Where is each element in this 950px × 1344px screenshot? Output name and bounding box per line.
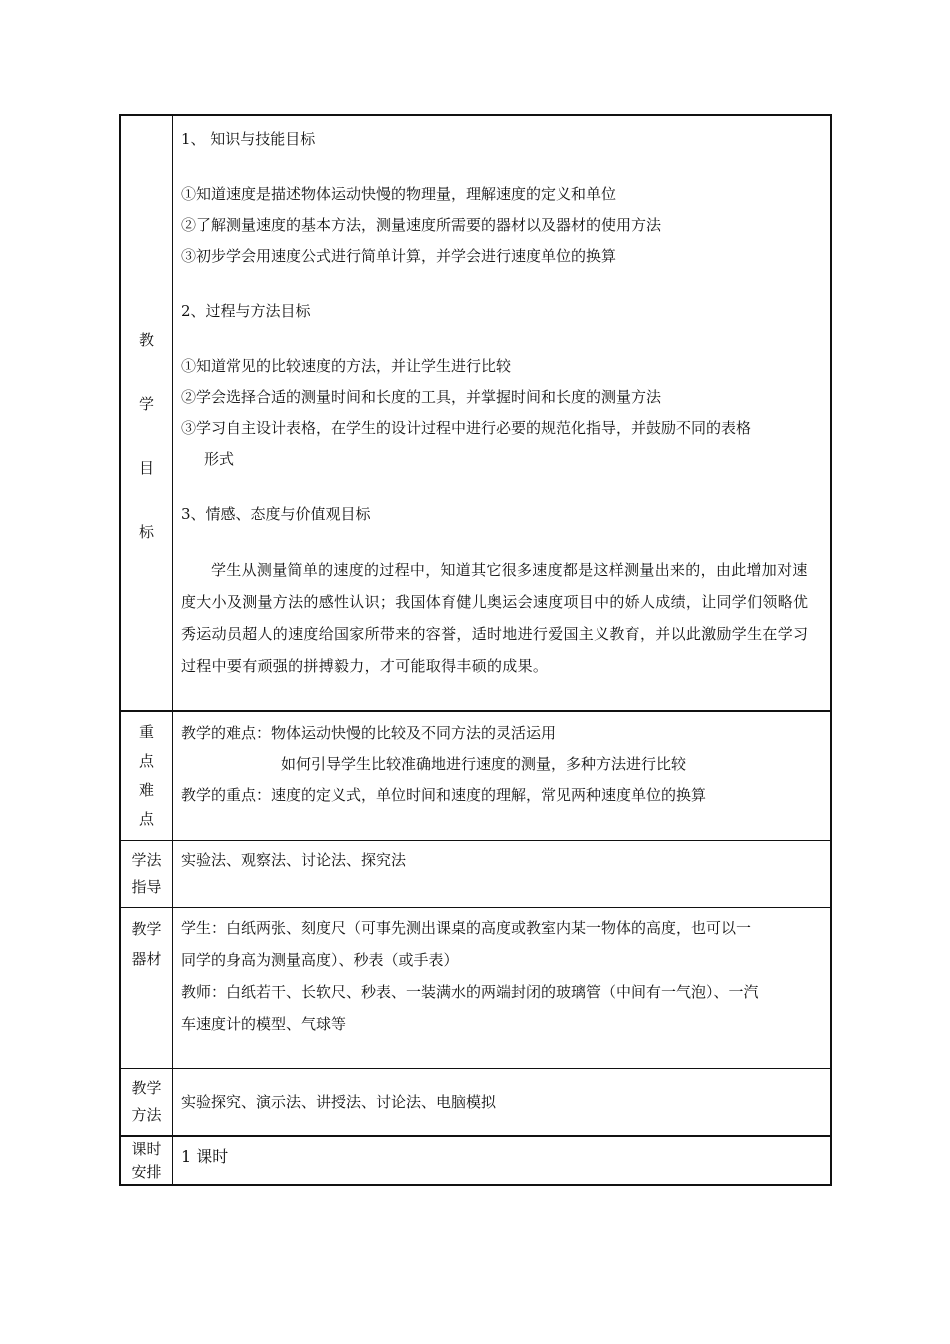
label-char: 点 (138, 810, 154, 828)
label-text: 指导 (131, 878, 162, 896)
label-text: 器材 (131, 950, 162, 968)
schedule-label (121, 1138, 172, 1184)
label-char: 目 (138, 459, 154, 477)
equipment-teacher: 教师：白纸若干、长软尺、秒表、一装满水的两端封闭的玻璃管（中间有一气泡）、一汽 (181, 983, 759, 1001)
difficulty-line: 教学的难点：物体运动快慢的比较及不同方法的灵活运用 (181, 724, 557, 742)
paragraph: 学生从测量简单的速度的过程中，知道其它很多速度都是这样测量出来的，由此增加对速度大小及测量方法的感性认识；我国体育健儿奥运会速度项目中的娇人成绩，让同学们领略优秀运动员超人的速度给国家所带来的容誉，适时地进行爱国主义教育，并以此激励学生在学习过程中要有顽强的拼搏毅力，才可能取得丰硕的成果。 (181, 561, 809, 675)
key-points-content (181, 718, 822, 811)
teaching-method-text: 实验探究、演示法、讲授法、讨论法、电脑模拟 (181, 1093, 497, 1111)
objectives-row (121, 116, 830, 711)
equipment-student: 同学的身高为测量高度）、秒表（或手表） (181, 951, 459, 969)
schedule-row (121, 1137, 830, 1186)
section-heading: 2、过程与方法目标 (181, 302, 311, 320)
label-char: 难 (138, 781, 154, 799)
lesson-plan-table (119, 114, 832, 1186)
section-heading: 1、 知识与技能目标 (181, 130, 316, 148)
equipment-teacher: 车速度计的模型、气球等 (181, 1015, 347, 1033)
list-item: ①知道速度是描述物体运动快慢的物理量，理解速度的定义和单位 (181, 185, 617, 203)
teaching-method-label (121, 1075, 172, 1129)
teaching-method-row (121, 1069, 830, 1135)
study-method-content (181, 845, 822, 876)
key-points-label (121, 718, 172, 834)
focus-line: 教学的重点：速度的定义式，单位时间和速度的理解，常见两种速度单位的换算 (181, 786, 707, 804)
list-item: ②了解测量速度的基本方法，测量速度所需要的器材以及器材的使用方法 (181, 216, 662, 234)
list-item-continuation: 形式 (204, 450, 235, 468)
objectives-label (121, 308, 172, 564)
list-item: ③学习自主设计表格，在学生的设计过程中进行必要的规范化指导，并鼓励不同的表格 (181, 419, 752, 437)
label-text: 安排 (131, 1163, 162, 1181)
label-text: 课时 (131, 1140, 162, 1158)
objectives-content (181, 124, 822, 682)
label-text: 学法 (131, 851, 162, 869)
label-text: 方法 (131, 1106, 162, 1124)
difficulty-line: 如何引导学生比较准确地进行速度的测量，多种方法进行比较 (281, 755, 687, 773)
equipment-row (121, 908, 830, 1068)
study-method-label (121, 847, 172, 901)
schedule-content (181, 1141, 822, 1172)
study-method-text: 实验法、观察法、讨论法、探究法 (181, 851, 407, 869)
equipment-student: 学生：白纸两张、刻度尺（可事先测出课桌的高度或教室内某一物体的高度，也可以一 (181, 919, 752, 937)
label-char: 教 (138, 331, 154, 349)
list-item: ②学会选择合适的测量时间和长度的工具，并掌握时间和长度的测量方法 (181, 388, 662, 406)
label-char: 重 (138, 723, 154, 741)
label-text: 教学 (131, 920, 162, 938)
schedule-text: 1 课时 (181, 1147, 229, 1166)
label-char: 标 (138, 523, 154, 541)
section-heading: 3、情感、态度与价值观目标 (181, 505, 371, 523)
list-item: ③初步学会用速度公式进行简单计算，并学会进行速度单位的换算 (181, 247, 617, 265)
study-method-row (121, 841, 830, 907)
equipment-content (181, 912, 822, 1040)
label-text: 教学 (131, 1079, 162, 1097)
label-char: 学 (138, 395, 154, 413)
label-char: 点 (138, 752, 154, 770)
list-item: ①知道常见的比较速度的方法，并让学生进行比较 (181, 357, 512, 375)
teaching-method-content (181, 1087, 822, 1118)
equipment-label (121, 914, 172, 974)
key-points-row (121, 712, 830, 840)
